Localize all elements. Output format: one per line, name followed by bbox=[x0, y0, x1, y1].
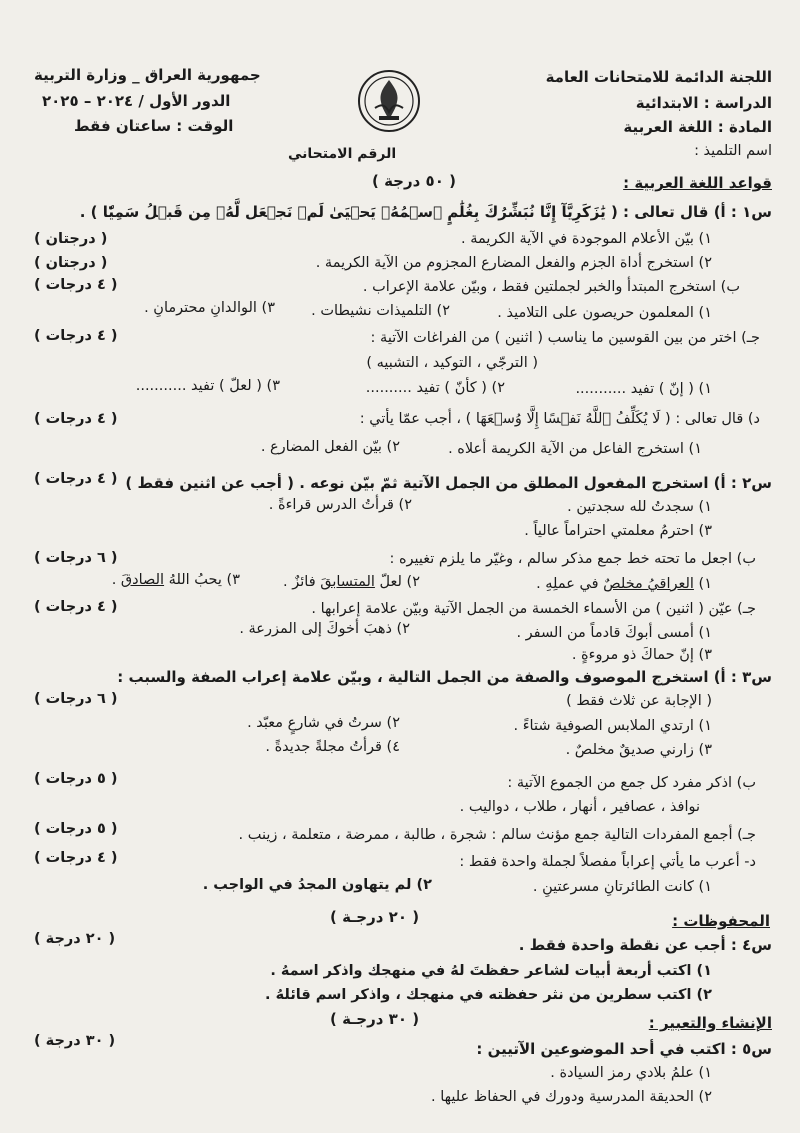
q1-a1-marks: ( درجتان ) bbox=[34, 231, 108, 247]
student-name-label: اسم التلميذ : bbox=[694, 143, 772, 159]
q2-a-marks: ( ٤ درجات ) bbox=[34, 471, 118, 487]
q2-b-marks: ( ٦ درجات ) bbox=[34, 550, 118, 566]
section-memorization-marks: ( ٢٠ درجـة ) bbox=[330, 908, 420, 926]
q3-a-item-1: ١) ارتدي الملابس الصوفية شتاءً . bbox=[513, 718, 712, 734]
exam-time: الوقت : ساعتان فقط bbox=[74, 117, 234, 135]
q1-b-marks: ( ٤ درجات ) bbox=[34, 277, 118, 293]
q1-d-item-1: ١) استخرج الفاعل من الآية الكريمة أعلاه . bbox=[448, 441, 702, 457]
q5-item-1: ١) علمُ بلادي رمز السيادة . bbox=[550, 1065, 712, 1081]
q3-c-intro: جـ) أجمع المفردات التالية جمع مؤنث سالم : شجرة ، طالبة ، ممرضة ، متعلمة ، زينب . bbox=[238, 827, 756, 843]
q3-d-item-1: ١) كانت الطائرتانِ مسرعتينِ . bbox=[532, 879, 712, 895]
q3-b-words: نوافذ ، عصافير ، أنهار ، طلاب ، دواليب . bbox=[459, 799, 700, 815]
q3-a-item-4: ٤) قرأتُ مجلةً جديدةً . bbox=[265, 739, 400, 755]
ministry-seal-icon bbox=[357, 68, 421, 134]
q3-d-marks: ( ٤ درجات ) bbox=[34, 850, 118, 866]
q4-intro: س٤ : أجب عن نقطة واحدة فقط . bbox=[518, 936, 772, 954]
q1-a1: ١) بيّن الأعلام الموجودة في الآية الكريمة . bbox=[461, 231, 712, 247]
q3-a-item-2: ٢) سرتُ في شارعٍ معبّد . bbox=[247, 715, 400, 731]
exam-round: الدور الأول / ٢٠٢٤ – ٢٠٢٥ bbox=[42, 92, 231, 110]
q1-d-intro: د) قال تعالى : ( لَا يُكَلِّفُ ٱللَّهُ نَفۡسًا إِلَّا وُسۡعَهَا ) ، أجب عمّا يأتي : bbox=[359, 411, 760, 427]
q2-b-item-3: ٣) يحبُ اللهُ الصادقَ . bbox=[111, 572, 240, 588]
q2-a-item-3: ٣) احترمُ معلمتي احتراماً عالياً . bbox=[524, 523, 712, 539]
q5-item-2: ٢) الحديقة المدرسية ودورك في الحفاظ عليها . bbox=[431, 1089, 712, 1105]
q1-c-marks: ( ٤ درجات ) bbox=[34, 328, 118, 344]
q3-a-intro: س٣ : أ) استخرج الموصوف والصفة من الجمل التالية ، وبيّن علامة إعراب الصفة والسبب : bbox=[117, 668, 772, 686]
q5-intro: س٥ : اكتب في أحد الموضوعين الآتيين : bbox=[476, 1040, 772, 1058]
q5-marks: ( ٣٠ درجة ) bbox=[34, 1033, 116, 1049]
q3-a-note: ( الإجابة عن ثلاث فقط ) bbox=[566, 693, 712, 709]
q2-c-item-3: ٣) إنّ حماكَ ذو مروءةٍ . bbox=[571, 647, 712, 663]
q3-b-intro: ب) اذكر مفرد كل جمع من الجموع الآتية : bbox=[507, 775, 756, 791]
q2-a-item-2: ٢) قرأتُ الدرس قراءةً . bbox=[268, 497, 412, 513]
q3-a-marks: ( ٦ درجات ) bbox=[34, 691, 118, 707]
q3-b-marks: ( ٥ درجات ) bbox=[34, 771, 118, 787]
exam-number-label: الرقم الامتحاني bbox=[288, 146, 397, 162]
q1-d-marks: ( ٤ درجات ) bbox=[34, 411, 118, 427]
study-level: الدراسة : الابتدائية bbox=[635, 94, 772, 112]
section-composition-title: الإنشاء والتعبير : bbox=[648, 1014, 772, 1032]
q1-b-item-1: ١) المعلمون حريصون على التلاميذ . bbox=[497, 305, 712, 321]
q3-a-item-3: ٣) زارني صديقٌ مخلصٌ . bbox=[565, 742, 712, 758]
q1-c-item-3: ٣) ( لعلّ ) تفيد ........... bbox=[135, 378, 280, 394]
section-memorization-title: المحفوظات : bbox=[672, 912, 770, 930]
q2-c-item-2: ٢) ذهبَ أخوكَ إلى المزرعة . bbox=[239, 621, 410, 637]
q1-a2-marks: ( درجتان ) bbox=[34, 255, 108, 271]
q3-d-item-2: ٢) لم يتهاون المجدُ في الواجب . bbox=[202, 877, 432, 893]
q1-c-item-1: ١) ( إنّ ) تفيد ........... bbox=[575, 381, 712, 397]
republic-ministry: جمهورية العراق _ وزارة التربية bbox=[34, 66, 261, 84]
q2-c-marks: ( ٤ درجات ) bbox=[34, 599, 118, 615]
q4-item-1: ١) اكتب أربعة أبيات لشاعر حفظتَ لهُ في منهجك واذكر اسمهُ . bbox=[270, 963, 712, 979]
q1-d-item-2: ٢) بيّن الفعل المضارع . bbox=[260, 439, 400, 455]
q2-c-intro: جـ) عيّن ( اثنين ) من الأسماء الخمسة من الجمل الآتية وبيّن علامة إعرابها . bbox=[311, 601, 756, 617]
subject: المادة : اللغة العربية bbox=[623, 118, 772, 136]
q1-c-intro: جـ) اختر من بين القوسين ما يناسب ( اثنين ) من الفراغات الآتية : bbox=[370, 330, 760, 346]
q2-b-item-1: ١) العراقيُ مخلصٌ في عملِهِ . bbox=[536, 576, 712, 592]
section-composition-marks: ( ٣٠ درجـة ) bbox=[330, 1010, 420, 1028]
section-grammar-marks: ( ٥٠ درجة ) bbox=[372, 172, 456, 190]
q1-c-options: ( الترجّي ، التوكيد ، التشبيه ) bbox=[366, 355, 538, 371]
q2-a-item-1: ١) سجدتُ لله سجدتين . bbox=[567, 499, 712, 515]
q1-a2: ٢) استخرج أداة الجزم والفعل المضارع المجزوم من الآية الكريمة . bbox=[315, 255, 712, 271]
q1-c-item-2: ٢) ( كأنّ ) تفيد .......... bbox=[365, 380, 505, 396]
q2-b-intro: ب) اجعل ما تحته خط جمع مذكر سالم ، وغيّر ما يلزم تغييره : bbox=[389, 551, 756, 567]
q4-marks: ( ٢٠ درجة ) bbox=[34, 931, 116, 947]
q3-c-marks: ( ٥ درجات ) bbox=[34, 821, 118, 837]
q2-c-item-1: ١) أمسى أبوكَ قادماً من السفر . bbox=[516, 625, 712, 641]
q4-item-2: ٢) اكتب سطرين من نثر حفظته في منهجك ، واذكر اسم قائلهُ . bbox=[265, 987, 712, 1003]
q2-a-intro: س٢ : أ) استخرج المفعول المطلق من الجمل الآتية ثمّ بيّن نوعه . ( أجب عن اثنين فقط ) bbox=[125, 474, 772, 492]
section-grammar-title: قواعد اللغة العربية : bbox=[623, 174, 772, 192]
committee-name: اللجنة الدائمة للامتحانات العامة bbox=[545, 68, 772, 86]
q1-b-item-3: ٣) الوالدانِ محترمانِ . bbox=[144, 300, 275, 316]
q2-b-item-2: ٢) لعلّ المتسابقَ فائزٌ . bbox=[283, 574, 420, 590]
q1-b-item-2: ٢) التلميذات نشيطات . bbox=[311, 303, 450, 319]
q1-a-intro: س١ : أ) قال تعالى : ( يَٰزَكَرِيَّآ إِنَّا نُبَشِّرُكَ بِغُلَٰمٍ ٱسۡمُهُۥ يَحۡيَىٰ لَمۡ نَجۡعَل لَّهُۥ مِن قَبۡلُ سَمِيّٗا ) . bbox=[79, 203, 772, 221]
q1-b-intro: ب) استخرج المبتدأ والخبر لجملتين فقط ، وبيّن علامة الإعراب . bbox=[362, 279, 740, 295]
q3-d-intro: د- أعرب ما يأتي إعراباً مفصلاً لجملة واحدة فقط : bbox=[459, 854, 756, 870]
